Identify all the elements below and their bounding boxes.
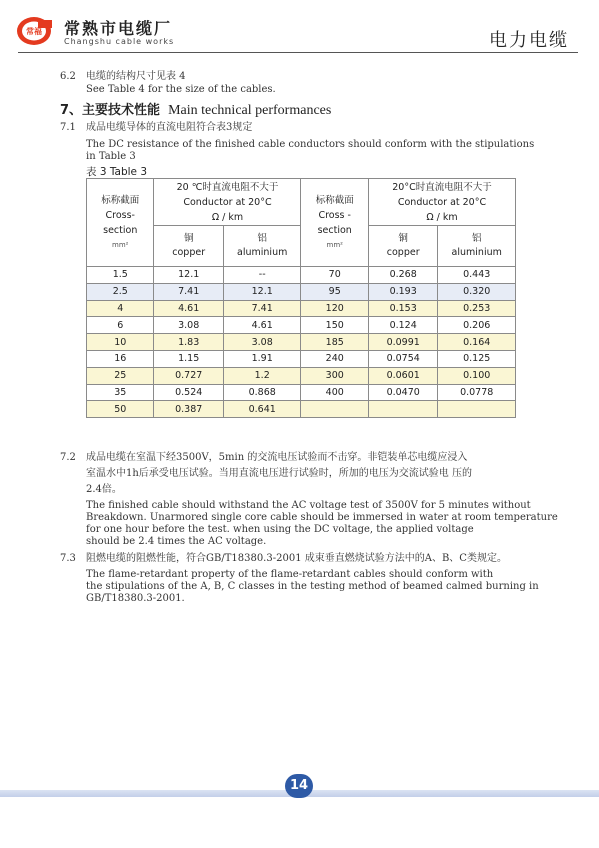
table-row: 4 4.61 7.41 120 0.153 0.253 <box>87 300 516 317</box>
header-cross-section: 标称截面 Cross- section mm² <box>87 179 154 267</box>
header-resistance-2: 20°C时直流电阻不大于 Conductor at 20°C Ω / km <box>368 179 515 226</box>
table-row: 25 0.727 1.2 300 0.0601 0.100 <box>87 367 516 384</box>
section-7-title-cn: 主要技术性能 <box>82 103 161 118</box>
header-aluminium-2: 铝 aluminium <box>438 226 516 267</box>
header-resistance: 20 ℃时直流电阻不大于 Conductor at 20°C Ω / km <box>154 179 301 226</box>
section-7-3-en-line3: GB/T18380.3-2001. <box>86 593 185 604</box>
table-row: 16 1.15 1.91 240 0.0754 0.125 <box>87 350 516 367</box>
header-copper-2: 铜 copper <box>368 226 437 267</box>
header-aluminium: 铝 aluminium <box>223 226 301 267</box>
resistance-table <box>86 178 516 418</box>
table-row: 10 1.83 3.08 185 0.0991 0.164 <box>87 334 516 351</box>
section-7-1-en-line2: in Table 3 <box>86 151 136 162</box>
section-7-number: 7、 <box>60 103 83 118</box>
section-7-3-en-line2: the stipulations of the A, B, C classes in the testing method of beamed calmed burning in <box>86 581 539 592</box>
section-7-1-cn: 成品电缆导体的直流电阻符合表3规定 <box>86 122 253 133</box>
section-7-2-en-line2: Breakdown. Unarmored single core cable should be immersed in water at room temperature <box>86 512 558 523</box>
section-7-title <box>60 99 331 119</box>
section-number: 7.2 <box>60 452 76 463</box>
company-name-cn: 常熟市电缆厂 <box>64 19 173 38</box>
section-7-2-cn-line1: 成品电缆在室温下经3500V，5min 的交流电压试验而不击穿。非铠装单芯电缆应浸入 <box>86 452 468 463</box>
document-category: 电力电缆 <box>489 30 569 51</box>
section-number: 7.3 <box>60 553 76 564</box>
table-row: 35 0.524 0.868 400 0.0470 0.0778 <box>87 384 516 401</box>
header-copper: 铜 copper <box>154 226 223 267</box>
section-7-3-cn: 阻燃电缆的阻燃性能，符合GB/T18380.3-2001 成束垂直燃烧试验方法中的A、B、C类规定。 <box>86 553 507 564</box>
section-6-2-cn: 电缆的结构尺寸见表 4 <box>86 71 186 82</box>
section-7-title-en: Main technical performances <box>168 103 332 118</box>
company-name-en: Changshu cable works <box>64 37 175 46</box>
section-6-2-en: See Table 4 for the size of the cables. <box>86 84 276 95</box>
table-row: 6 3.08 4.61 150 0.124 0.206 <box>87 317 516 334</box>
table-row: 50 0.387 0.641 <box>87 401 516 418</box>
table-caption: 表 3 Table 3 <box>86 166 148 178</box>
table-row: 1.5 12.1 -- 70 0.268 0.443 <box>87 267 516 284</box>
section-7-2-en-line3: for one hour before the test. when using the DC voltage, the applied voltage <box>86 524 474 535</box>
table-row: 2.5 7.41 12.1 95 0.193 0.320 <box>87 283 516 300</box>
header-cross-section-2: 标称截面 Cross - section mm² <box>301 179 368 267</box>
section-number: 6.2 <box>60 71 76 82</box>
section-number: 7.1 <box>60 122 76 133</box>
section-7-2-en-line4: should be 2.4 times the AC voltage. <box>86 536 267 547</box>
page-number-badge: 14 <box>285 774 313 798</box>
company-logo <box>16 16 52 46</box>
section-7-2-en-line1: The finished cable should withstand the AC voltage test of 3500V for 5 minutes without <box>86 500 531 511</box>
section-7-1-en-line1: The DC resistance of the finished cable conductors should conform with the stipulations <box>86 139 535 150</box>
section-7-2-cn-line3: 2.4倍。 <box>86 484 122 495</box>
section-7-2-cn-line2: 室温水中1h后承受电压试验。当用直流电压进行试验时，所加的电压为交流试验电 压的 <box>86 468 472 479</box>
section-7-3-en-line1: The flame-retardant property of the flame-retardant cables should conform with <box>86 569 494 580</box>
logo-text: 常福 <box>26 27 42 36</box>
header-divider <box>18 52 578 53</box>
